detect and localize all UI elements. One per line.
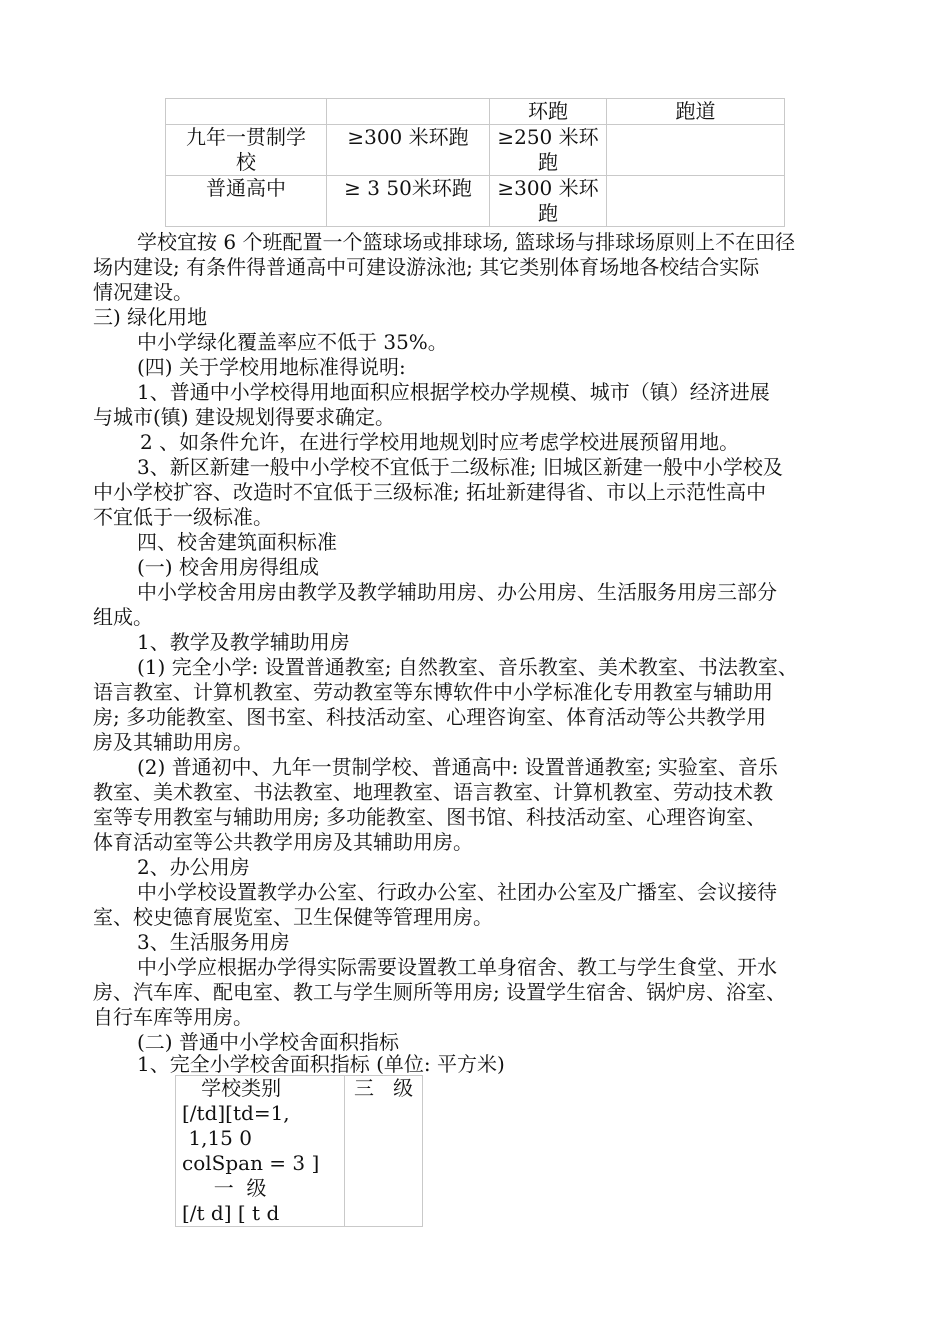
paragraph-line: 室等专用教室与辅助用房; 多功能教室、图书馆、科技活动室、心理咨询室、 <box>93 805 767 829</box>
table-cell: ≥ 3 50米环跑 <box>327 176 490 227</box>
table-cell <box>607 176 785 227</box>
paragraph-line: 中小学校扩容、改造时不宜低于三级标准; 拓址新建得省、市以上示范性高中 <box>93 480 767 504</box>
cell-line: 学校类别 <box>182 1076 282 1100</box>
paragraph-line: 房及其辅助用房。 <box>93 730 253 754</box>
table-cell <box>166 99 327 125</box>
table-cell: 九年一贯制学 校 <box>166 125 327 176</box>
paragraph-line: 组成。 <box>93 605 153 629</box>
paragraph-line: 体育活动室等公共教学用房及其辅助用房。 <box>93 830 473 854</box>
cell-line: 1,15 0 <box>182 1126 252 1150</box>
paragraph-line: 情况建设。 <box>93 280 193 304</box>
section-heading: 3、生活服务用房 <box>137 930 290 954</box>
paragraph-line: 房; 多功能教室、图书室、科技活动室、心理咨询室、体育活动等公共教学用 <box>93 705 767 729</box>
paragraph-line: 与城市(镇) 建设规划得要求确定。 <box>93 405 395 429</box>
paragraph-line: 室、校史德育展览室、卫生保健等管理用房。 <box>93 905 493 929</box>
cell-line: 一 级 <box>182 1176 267 1200</box>
section-heading: (二) 普通中小学校舍面积指标 <box>137 1030 399 1054</box>
section-heading: 四、校舍建筑面积标准 <box>137 530 337 554</box>
paragraph-line: 教室、美术教室、书法教室、地理教室、语言教室、计算机教室、劳动技术教 <box>93 780 773 804</box>
section-heading: 1、教学及教学辅助用房 <box>137 630 350 654</box>
paragraph-line: (1) 完全小学: 设置普通教室; 自然教室、音乐教室、美术教室、书法教室、 <box>137 655 798 679</box>
sports-track-table <box>165 98 785 227</box>
section-heading: 三) 绿化用地 <box>93 305 208 329</box>
school-area-table <box>175 1075 423 1227</box>
cell-line: colSpan = 3 ] <box>182 1151 320 1175</box>
cell-line: [/td][td=1, <box>182 1101 290 1125</box>
school-category-cell <box>176 1076 345 1227</box>
paragraph-line: 不宜低于一级标准。 <box>93 505 273 529</box>
table-cell <box>327 99 490 125</box>
paragraph-line: 中小学校舍用房由教学及教学辅助用房、办公用房、生活服务用房三部分 <box>137 580 777 604</box>
table-cell: ≥250 米环 跑 <box>490 125 607 176</box>
table-row <box>166 125 785 176</box>
section-heading: (一) 校舍用房得组成 <box>137 555 319 579</box>
cell-line: [/t d] [ t d <box>182 1201 280 1225</box>
paragraph-line: 自行车库等用房。 <box>93 1005 253 1029</box>
grade-cell: 三 级 <box>345 1076 423 1227</box>
table-cell <box>607 125 785 176</box>
paragraph-line: 1、普通中小学校得用地面积应根据学校办学规模、城市（镇）经济进展 <box>137 380 770 404</box>
table-row <box>166 176 785 227</box>
paragraph-line: 2 、如条件允许，在进行学校用地规划时应考虑学校进展预留用地。 <box>140 430 740 454</box>
paragraph-line: 房、汽车库、配电室、教工与学生厕所等用房; 设置学生宿舍、锅炉房、浴室、 <box>93 980 787 1004</box>
table-cell: 普通高中 <box>166 176 327 227</box>
table-cell: 跑道 <box>607 99 785 125</box>
section-heading: 2、办公用房 <box>137 855 250 879</box>
table-row <box>166 99 785 125</box>
paragraph-line: 中小学绿化覆盖率应不低于 35%。 <box>137 330 448 354</box>
paragraph-line: 场内建设; 有条件得普通高中可建设游泳池; 其它类别体育场地各校结合实际 <box>93 255 760 279</box>
table-cell: ≥300 米环跑 <box>327 125 490 176</box>
paragraph-line: (2) 普通初中、九年一贯制学校、普通高中: 设置普通教室; 实验室、音乐 <box>137 755 778 779</box>
paragraph-line: 学校宜按 6 个班配置一个篮球场或排球场, 篮球场与排球场原则上不在田径 <box>137 230 796 254</box>
paragraph-line: 3、新区新建一般中小学校不宜低于二级标准; 旧城区新建一般中小学校及 <box>137 455 783 479</box>
section-heading: 1、完全小学校舍面积指标 (单位: 平方米) <box>137 1052 505 1076</box>
table-cell: ≥300 米环 跑 <box>490 176 607 227</box>
table-cell: 环跑 <box>490 99 607 125</box>
table-row <box>176 1076 423 1227</box>
paragraph-line: 中小学校设置教学办公室、行政办公室、社团办公室及广播室、会议接待 <box>137 880 777 904</box>
paragraph-line: 中小学应根据办学得实际需要设置教工单身宿舍、教工与学生食堂、开水 <box>137 955 777 979</box>
section-heading: (四) 关于学校用地标准得说明: <box>137 355 406 379</box>
paragraph-line: 语言教室、计算机教室、劳动教室等东博软件中小学标准化专用教室与辅助用 <box>93 680 773 704</box>
